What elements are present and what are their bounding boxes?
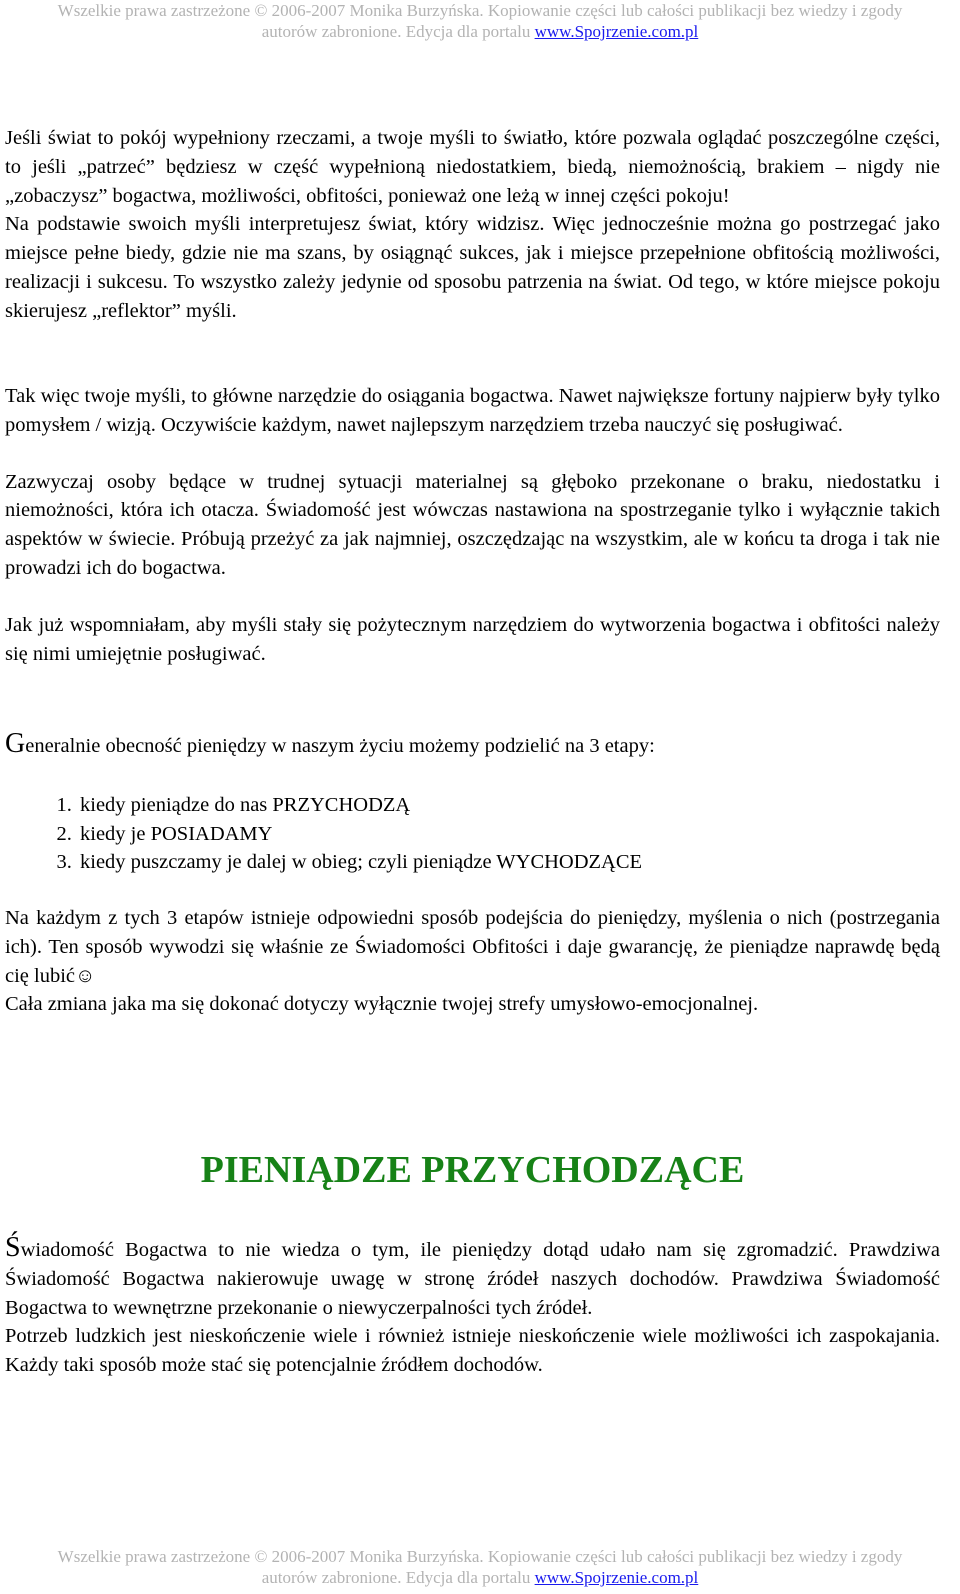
tools-section — [5, 382, 940, 668]
stages-list — [5, 791, 940, 877]
list-item: 2. kiedy je POSIADAMY — [77, 820, 940, 849]
stages-section — [5, 730, 940, 877]
paragraph-3: Tak więc twoje myśli, to główne narzędzie do osiągania bogactwa. Nawet największe fortuny najpierw były tylko pomysłem / wizją. Oczywiście każdym, nawet najlepszym narzędziem trzeba nauczyć się posługiwać. — [5, 385, 940, 436]
dropcap-s: Ś — [5, 1232, 21, 1263]
page-footer — [0, 1546, 960, 1588]
section-heading: PIENIĄDZE PRZYCHODZĄCE — [200, 1149, 745, 1191]
list-item: 1. kiedy pieniądze do nas PRZYCHODZĄ — [77, 791, 940, 820]
income-section — [5, 1234, 940, 1380]
paragraph-1: Jeśli świat to pokój wypełniony rzeczami, a twoje myśli to światło, które pozwala oglądać poszczególne części, to jeśli „patrzeć” będziesz w część wypełnioną niedostatkiem, biedą, niemożnością, brakiem – nigdy nie „zobaczysz” bogactwa, możliwości, obfitości, ponieważ one leżą w innej części pokoju! — [5, 127, 940, 207]
edition-line — [0, 1567, 960, 1588]
paragraph-7 — [5, 904, 940, 990]
paragraph-8: Cała zmiana jaka ma się dokonać dotyczy wyłącznie twojej strefy umysłowo-emocjonalnej. — [5, 993, 759, 1016]
paragraph-9 — [5, 1234, 940, 1322]
edition-line — [0, 21, 960, 42]
paragraph-6-text: eneralnie obecność pieniędzy w naszym życiu możemy podzielić na 3 etapy: — [25, 735, 655, 757]
page-header — [0, 0, 960, 42]
paragraph-10: Potrzeb ludzkich jest nieskończenie wiele i również istnieje nieskończenie wiele możliwości ich zaspokajania. Każdy taki sposób może stać się potencjalnie źródłem dochodów. — [5, 1325, 940, 1377]
copyright-notice: Wszelkie prawa zastrzeżone © 2006-2007 Monika Burzyńska. Kopiowanie części lub całości publikacji bez wiedzy i zgody — [57, 1, 903, 20]
portal-link[interactable]: www.Spojrzenie.com.pl — [534, 22, 699, 41]
paragraph-4: Zazwyczaj osoby będące w trudnej sytuacji materialnej są głęboko przekonane o braku, niedostatku i niemożności, która ich otacza. Świadomość jest wówczas nastawiona na spostrzeganie tylko i wyłącznie takich aspektów w świecie. Próbują przeżyć za jak najmniej, oszczędzając na wszystkim, ale w końcu ta droga i tak nie prowadzi ich do bogactwa. — [5, 470, 940, 579]
edition-text: autorów zabronione. Edycja dla portalu — [261, 1568, 535, 1587]
edition-text: autorów zabronione. Edycja dla portalu — [261, 22, 535, 41]
smiley-icon: ☺ — [75, 964, 96, 987]
paragraph-9-text: wiadomość Bogactwa to nie wiedza o tym, ile pieniędzy dotąd udało nam się zgromadzić. Prawdziwa Świadomość Bogactwa nakierowuje uwagę w stronę źródeł naszych dochodów. Prawdziwa Świadomość Bogactwa to wewnętrzne przekonanie o niewyczerpalności tych źródeł. — [5, 1239, 940, 1319]
paragraph-2: Na podstawie swoich myśli interpretujesz świat, który widzisz. Więc jednocześnie można go postrzegać jako miejsce pełne biedy, gdzie nie ma szans, by osiągnąć sukces, jak i miejsce przepełnione obfitością możliwości, realizacji i sukcesu. To wszystko zależy jedynie od sposobu patrzenia na świat. Od tego, w które miejsce pokoju skierujesz „reflektor” myśli. — [5, 213, 940, 322]
intro-section — [5, 124, 940, 326]
paragraph-7-text: Na każdym z tych 3 etapów istnieje odpowiedni sposób podejścia do pieniędzy, myślenia o nich (postrzegania ich). Ten sposób wywodzi się właśnie ze Świadomości Obfitości i daje gwarancję, że pieniądze naprawdę będą cię lubić — [5, 907, 940, 987]
approach-section — [5, 904, 940, 1019]
list-item: 3. kiedy puszczamy je dalej w obieg; czyli pieniądze WYCHODZĄCE — [77, 848, 940, 877]
portal-link[interactable]: www.Spojrzenie.com.pl — [534, 1568, 699, 1587]
paragraph-6 — [5, 730, 940, 761]
copyright-notice: Wszelkie prawa zastrzeżone © 2006-2007 Monika Burzyńska. Kopiowanie części lub całości publikacji bez wiedzy i zgody — [57, 1547, 903, 1566]
paragraph-5: Jak już wspomniałam, aby myśli stały się pożytecznym narzędziem do wytworzenia bogactwa i obfitości należy się nimi umiejętnie posługiwać. — [5, 613, 940, 665]
dropcap-g: G — [5, 728, 26, 759]
